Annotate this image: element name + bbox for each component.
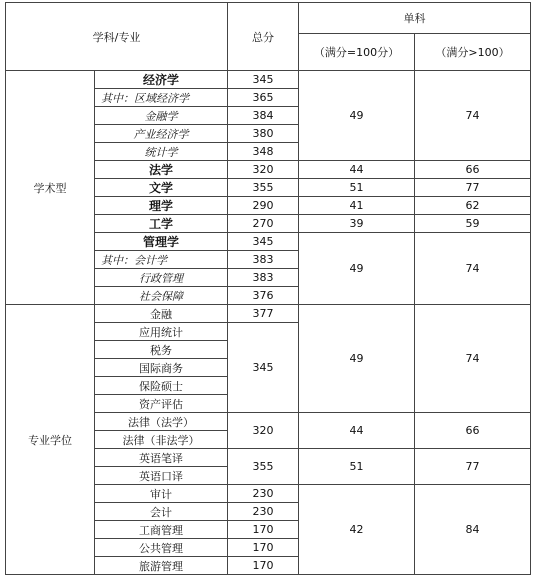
single-gt100-score: 74: [415, 233, 531, 305]
single-100-score: 51: [299, 449, 415, 485]
single-gt100-score: 74: [415, 71, 531, 161]
major-name: 金融学: [95, 107, 228, 125]
score-table-wrapper: [5, 2, 531, 575]
total-score: 345: [228, 233, 299, 251]
major-name: 应用统计: [95, 323, 228, 341]
major-name: 资产评估: [95, 395, 228, 413]
single-gt100-score: 66: [415, 413, 531, 449]
total-score: 290: [228, 197, 299, 215]
single-100-score: 44: [299, 413, 415, 449]
single-100-score: 44: [299, 161, 415, 179]
major-name: 理学: [95, 197, 228, 215]
total-score: 383: [228, 251, 299, 269]
major-name: 保险硕士: [95, 377, 228, 395]
major-name: 国际商务: [95, 359, 228, 377]
major-name: 统计学: [95, 143, 228, 161]
major-name: 英语口译: [95, 467, 228, 485]
total-score: 355: [228, 449, 299, 485]
total-score: 170: [228, 521, 299, 539]
major-name: 旅游管理: [95, 557, 228, 575]
single-gt100-score: 74: [415, 305, 531, 413]
total-score: 377: [228, 305, 299, 323]
total-score: 320: [228, 161, 299, 179]
major-name: 管理学: [95, 233, 228, 251]
major-name: 社会保障: [95, 287, 228, 305]
total-score: 355: [228, 179, 299, 197]
major-name: 金融: [95, 305, 228, 323]
single-100-score: 51: [299, 179, 415, 197]
header-full-100: （满分=100分）: [299, 34, 415, 71]
single-100-score: 49: [299, 71, 415, 161]
major-name: 产业经济学: [95, 125, 228, 143]
single-gt100-score: 84: [415, 485, 531, 575]
total-score: 345: [228, 323, 299, 413]
single-gt100-score: 62: [415, 197, 531, 215]
header-single-subject: 单科: [299, 3, 531, 34]
total-score: 170: [228, 557, 299, 575]
major-name: 税务: [95, 341, 228, 359]
major-name: 法学: [95, 161, 228, 179]
major-name: 工商管理: [95, 521, 228, 539]
major-name: 审计: [95, 485, 228, 503]
major-name: 公共管理: [95, 539, 228, 557]
total-score: 230: [228, 503, 299, 521]
single-100-score: 49: [299, 305, 415, 413]
single-gt100-score: 77: [415, 449, 531, 485]
score-table: [5, 2, 531, 575]
total-score: 348: [228, 143, 299, 161]
major-name: 其中：区域经济学: [95, 89, 228, 107]
total-score: 345: [228, 71, 299, 89]
major-name: 英语笔译: [95, 449, 228, 467]
major-name: 法律（法学）: [95, 413, 228, 431]
total-score: 384: [228, 107, 299, 125]
header-full-gt-100: （满分>100）: [415, 34, 531, 71]
major-name: 行政管理: [95, 269, 228, 287]
total-score: 270: [228, 215, 299, 233]
single-100-score: 49: [299, 233, 415, 305]
major-name: 法律（非法学）: [95, 431, 228, 449]
header-total-score: 总分: [228, 3, 299, 71]
major-name: 文学: [95, 179, 228, 197]
total-score: 383: [228, 269, 299, 287]
header-subject-major: 学科/专业: [6, 3, 228, 71]
single-100-score: 39: [299, 215, 415, 233]
major-name: 会计: [95, 503, 228, 521]
single-gt100-score: 66: [415, 161, 531, 179]
major-name: 工学: [95, 215, 228, 233]
major-name: 经济学: [95, 71, 228, 89]
category-academic: 学术型: [6, 71, 95, 305]
total-score: 380: [228, 125, 299, 143]
total-score: 230: [228, 485, 299, 503]
total-score: 170: [228, 539, 299, 557]
total-score: 376: [228, 287, 299, 305]
total-score: 320: [228, 413, 299, 449]
major-name: 其中：会计学: [95, 251, 228, 269]
single-gt100-score: 77: [415, 179, 531, 197]
single-100-score: 42: [299, 485, 415, 575]
single-100-score: 41: [299, 197, 415, 215]
single-gt100-score: 59: [415, 215, 531, 233]
category-professional: 专业学位: [6, 305, 95, 575]
total-score: 365: [228, 89, 299, 107]
